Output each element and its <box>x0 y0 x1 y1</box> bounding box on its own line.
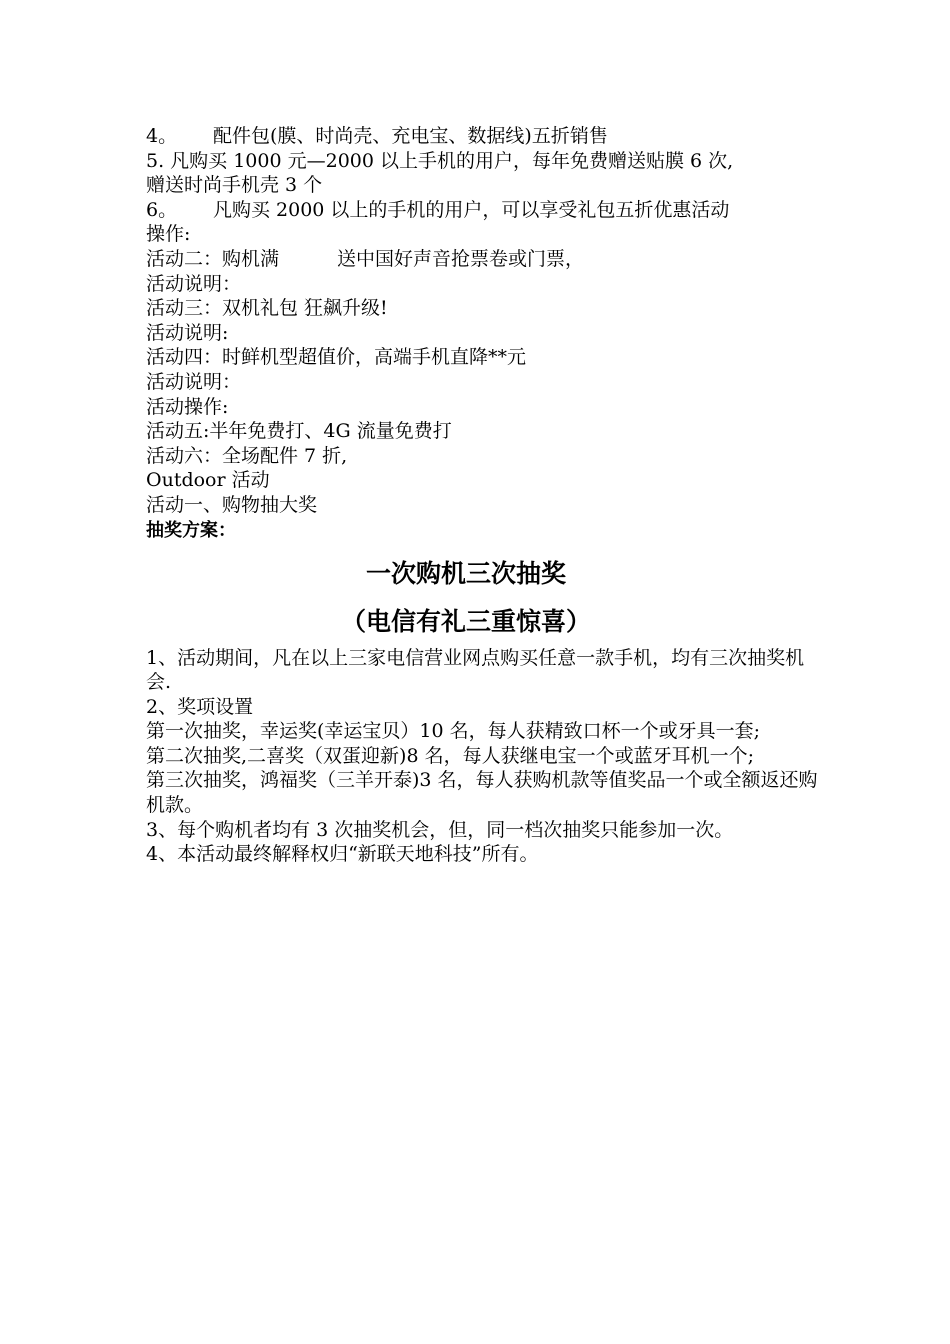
line-text: 送中国好声音抢票卷或门票， <box>337 247 585 270</box>
line-text: 凡购买 2000 以上的手机的用户，可以享受礼包五折优惠活动 <box>213 198 730 221</box>
line-text: 配件包(膜、时尚壳、充电宝、数据线)五折销售 <box>213 125 608 147</box>
document-page <box>146 124 826 867</box>
list-number: 4。 <box>146 125 178 147</box>
text-line: 活动三：双机礼包 狂飙升级! <box>146 297 388 320</box>
text-line: 活动六：全场配件 7 折, <box>146 444 348 467</box>
text-line <box>146 247 826 272</box>
text-line: 操作: <box>146 223 191 246</box>
text-line: Outdoor 活动 <box>146 469 270 492</box>
paragraph: 1、活动期间，凡在以上三家电信营业网点购买任意一款手机，均有三次抽奖机会. <box>146 646 805 694</box>
text-line: 5. 凡购买 1000 元—2000 以上手机的用户，每年免费赠送贴膜 6 次, <box>146 149 734 172</box>
page-title: 一次购机三次抽奖 <box>365 558 566 588</box>
paragraph: 4、本活动最终解释权归“新联天地科技”所有。 <box>146 843 539 866</box>
paragraph: 3、每个购机者均有 3 次抽奖机会，但，同一档次抽奖只能参加一次。 <box>146 818 734 841</box>
text-line: 活动四：时鲜机型超值价，高端手机直降**元 <box>146 346 527 369</box>
text-line: 活动说明: <box>146 321 229 344</box>
paragraph: 第三次抽奖，鸿福奖（三羊开泰)3 名，每人获购机款等值奖品一个或全额返还购机款。 <box>146 769 818 817</box>
text-line: 赠送时尚手机壳 3 个 <box>146 174 323 197</box>
list-number: 6。 <box>146 198 178 221</box>
text-line: 活动五:半年免费打、4G 流量免费打 <box>146 420 452 443</box>
line-prefix: 活动二：购机满 <box>146 247 280 270</box>
text-line: 活动一、购物抽大奖 <box>146 493 318 516</box>
page-subtitle: （电信有礼三重惊喜） <box>340 606 591 636</box>
text-line <box>146 198 826 223</box>
text-line: 活动操作: <box>146 395 229 418</box>
text-line <box>146 124 826 149</box>
text-line: 活动说明： <box>146 370 242 393</box>
lottery-heading: 抽奖方案： <box>146 519 236 541</box>
paragraph: 第一次抽奖，幸运奖(幸运宝贝）10 名，每人获精致口杯一个或牙具一套; <box>146 720 761 743</box>
text-line: 活动说明： <box>146 272 242 295</box>
paragraph: 2、奖项设置 <box>146 695 254 718</box>
paragraph: 第二次抽奖,二喜奖（双蛋迎新)8 名，每人获继电宝一个或蓝牙耳机一个; <box>146 744 754 767</box>
